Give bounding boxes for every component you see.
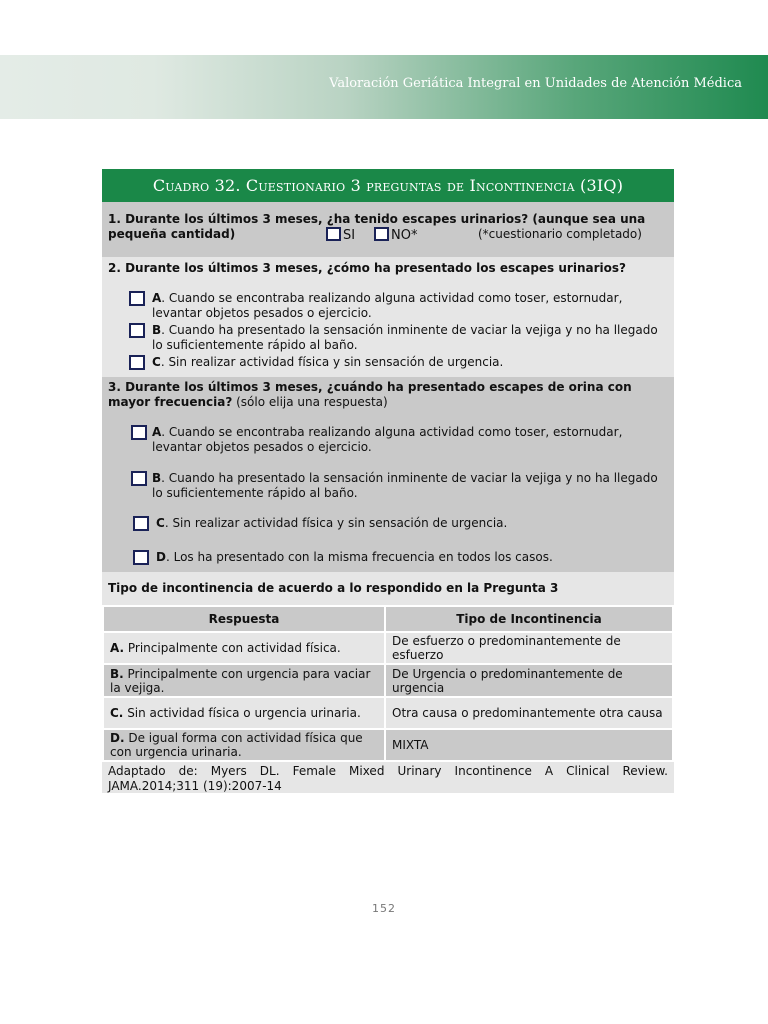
q3-option-c-letter: C <box>156 516 165 530</box>
header-title: Valoración Geriática Integral en Unidades de Atención Médica <box>329 76 742 91</box>
question-1-line1: 1. Durante los últimos 3 meses, ¿ha tenido escapes urinarios? (aunque sea una <box>108 212 646 226</box>
answer-no[interactable] <box>374 227 417 243</box>
checkbox-icon[interactable] <box>131 425 147 440</box>
q3-option-d[interactable] <box>108 550 668 565</box>
table-row <box>103 632 673 664</box>
cuadro-32 <box>102 169 674 793</box>
q2-option-b-letter: B <box>152 323 162 337</box>
respuesta-text: De igual forma con actividad física que con urgencia urinaria. <box>110 731 363 759</box>
question-1 <box>102 202 674 257</box>
answer-si-label: SI <box>343 228 356 243</box>
respuesta-cell <box>103 697 385 729</box>
respuesta-letter: D. <box>110 731 125 745</box>
checkbox-icon[interactable] <box>129 323 145 338</box>
checkbox-icon[interactable] <box>129 355 145 370</box>
q3-option-b-text: . Cuando ha presentado la sensación inminente de vaciar la vejiga y no ha llegado lo suficientemente rápido al baño. <box>152 471 658 500</box>
q2-option-b-text: . Cuando ha presentado la sensación inminente de vaciar la vejiga y no ha llegado lo suficientemente rápido al baño. <box>152 323 658 352</box>
q3-option-c-text: . Sin realizar actividad física y sin sensación de urgencia. <box>164 516 508 530</box>
checkbox-icon[interactable] <box>129 291 145 306</box>
tipo-title: Tipo de incontinencia de acuerdo a lo respondido en la Pregunta 3 <box>108 581 559 595</box>
header-banner <box>0 55 768 119</box>
q3-option-b-letter: B <box>152 471 162 485</box>
checkbox-icon[interactable] <box>131 471 147 486</box>
question-1-line2: pequeña cantidad) <box>108 227 236 241</box>
respuesta-cell <box>103 664 385 697</box>
q2-option-a-letter: A <box>152 291 162 305</box>
q2-option-b[interactable] <box>108 323 668 353</box>
question-3-text: 3. Durante los últimos 3 meses, ¿cuándo ha presentado escapes de orina con mayor frecuencia? <box>108 380 632 409</box>
respuesta-cell <box>103 729 385 761</box>
table-header-row <box>103 606 673 632</box>
checkbox-icon[interactable] <box>326 227 341 241</box>
tipo-cell: De Urgencia o predominantemente de urgencia <box>385 664 673 697</box>
respuesta-letter: C. <box>110 706 124 720</box>
tipo-cell: De esfuerzo o predominantemente de esfuerzo <box>385 632 673 664</box>
answer-no-label: NO* <box>391 228 418 243</box>
respuesta-cell <box>103 632 385 664</box>
col-header-respuesta: Respuesta <box>103 606 385 632</box>
table-row <box>103 697 673 729</box>
table-row <box>103 664 673 697</box>
q3-option-d-letter: D <box>156 550 166 564</box>
source-citation: Adaptado de: Myers DL. Female Mixed Urinary Incontinence A Clinical Review. JAMA.2014;311 (19):2007-14 <box>102 762 674 793</box>
tipo-cell: Otra causa o predominantemente otra causa <box>385 697 673 729</box>
checkbox-icon[interactable] <box>133 550 149 565</box>
question-3 <box>102 377 674 572</box>
q3-option-a-letter: A <box>152 425 162 439</box>
q2-option-c[interactable] <box>108 355 668 370</box>
q3-option-a-text: . Cuando se encontraba realizando alguna actividad como toser, estornudar, levantar objetos pesados o ejercicio. <box>152 425 623 454</box>
questionnaire-note: (*cuestionario completado) <box>478 227 642 241</box>
q2-option-c-letter: C <box>152 355 161 369</box>
question-2 <box>102 257 674 377</box>
respuesta-letter: A. <box>110 641 125 655</box>
tipo-cell: MIXTA <box>385 729 673 761</box>
q2-option-a-text: . Cuando se encontraba realizando alguna actividad como toser, estornudar, levantar objetos pesados o ejercicio. <box>152 291 623 320</box>
incontinence-type-table <box>102 605 674 762</box>
tipo-title-row <box>102 572 674 605</box>
respuesta-letter: B. <box>110 666 124 681</box>
respuesta-text: Sin actividad física o urgencia urinaria. <box>123 706 361 720</box>
page-number: 152 <box>372 902 396 915</box>
question-2-text: 2. Durante los últimos 3 meses, ¿cómo ha presentado los escapes urinarios? <box>108 261 626 275</box>
table-row <box>103 729 673 761</box>
q3-option-b[interactable] <box>108 471 668 501</box>
q3-option-a[interactable] <box>108 425 668 455</box>
answer-si[interactable] <box>326 227 355 243</box>
respuesta-text: Principalmente con actividad física. <box>124 641 341 655</box>
q3-option-c[interactable] <box>108 516 668 531</box>
checkbox-icon[interactable] <box>133 516 149 531</box>
q2-option-c-text: . Sin realizar actividad física y sin sensación de urgencia. <box>160 355 504 369</box>
question-3-note: (sólo elija una respuesta) <box>232 395 388 409</box>
respuesta-text: Principalmente con urgencia para vaciar la vejiga. <box>110 666 371 695</box>
q3-option-d-text: . Los ha presentado con la misma frecuencia en todos los casos. <box>165 550 553 564</box>
checkbox-icon[interactable] <box>374 227 389 241</box>
cuadro-title: Cuadro 32. Cuestionario 3 preguntas de Incontinencia (3IQ) <box>102 169 674 202</box>
q2-option-a[interactable] <box>108 291 668 321</box>
col-header-tipo: Tipo de Incontinencia <box>385 606 673 632</box>
